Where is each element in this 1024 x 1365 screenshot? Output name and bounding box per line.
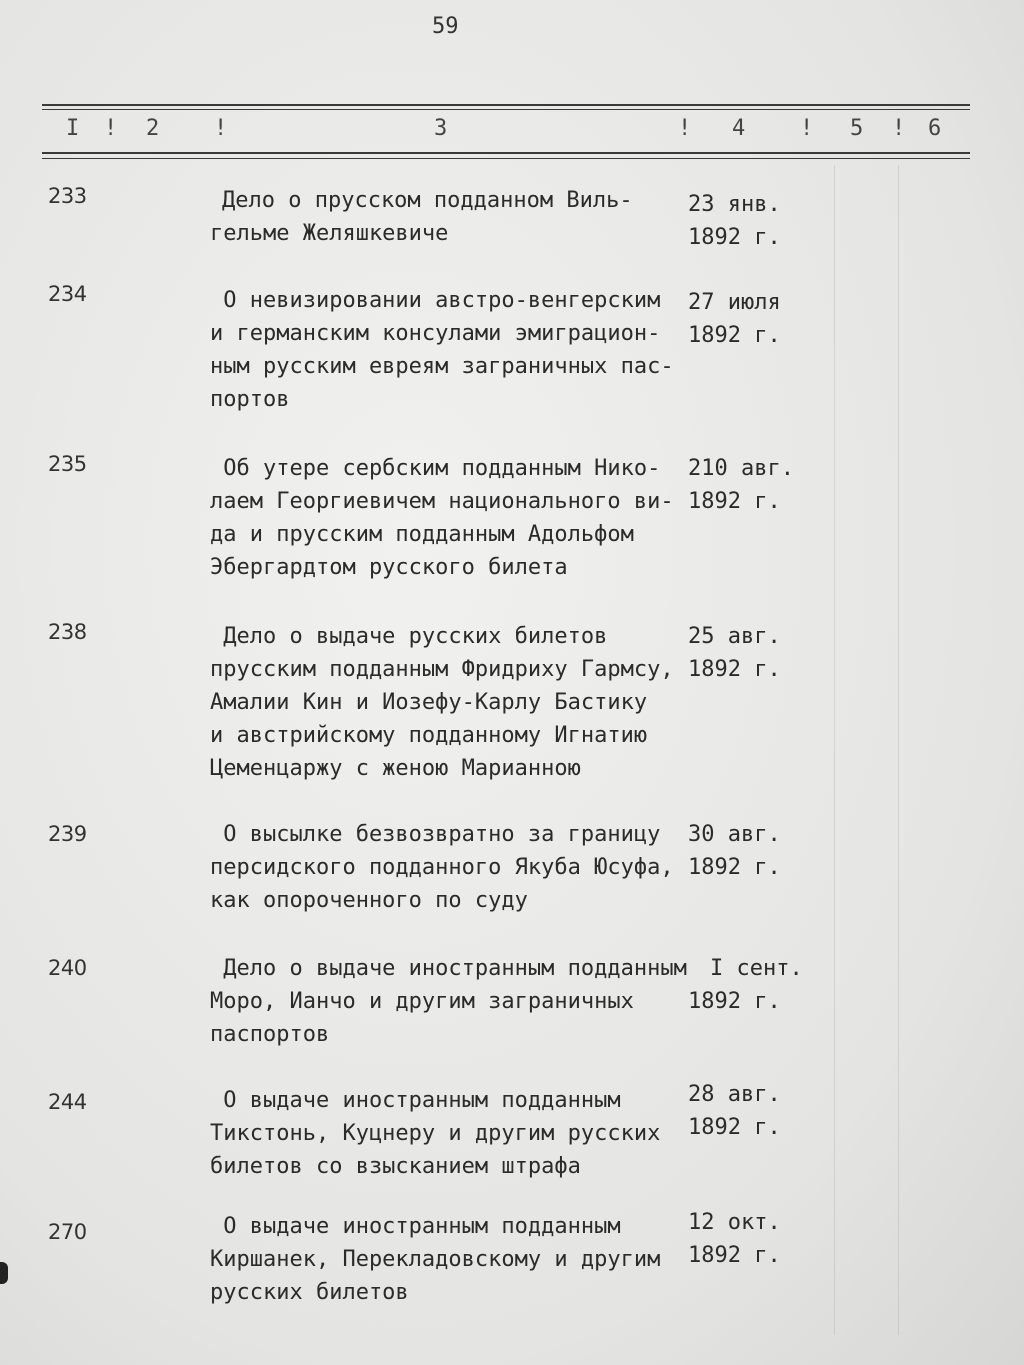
date-line: 12 окт. [688, 1210, 781, 1235]
entry-description [210, 184, 702, 250]
header-rule-bottom-inner [42, 158, 970, 159]
description-line: гельме Желяшкевиче [210, 221, 449, 246]
description-line: Об утере сербским подданным Нико- [210, 456, 661, 481]
description-line: и германским консулами эмиграцион- [210, 321, 661, 346]
entry-description [210, 818, 690, 917]
entry-description [210, 284, 690, 416]
header-rule-top [42, 104, 970, 106]
description-line: паспортов [210, 1022, 330, 1047]
entry-number: 233 [48, 184, 87, 208]
description-line: Дело о выдаче русских билетов [210, 624, 608, 649]
description-line: Эбергардтом русского билета [210, 555, 568, 580]
date-line: 1892 г. [688, 1243, 781, 1268]
entry-number: 234 [48, 282, 87, 306]
header-col-5: 5 [850, 116, 864, 141]
description-line: Дело о прусском подданном Виль- [222, 188, 633, 213]
header-rule-top-inner [42, 109, 970, 110]
description-line: да и прусским подданным Адольфом [210, 522, 634, 547]
date-line: 1892 г. [688, 1115, 781, 1140]
header-sep-3: ! [678, 116, 692, 141]
date-line: 1892 г. [688, 323, 781, 348]
description-line: Цеменцаржу с женою Марианною [210, 756, 581, 781]
header-col-2: 2 [146, 116, 160, 141]
date-line: 1892 г. [688, 855, 781, 880]
entry-number: 235 [48, 452, 87, 476]
date-line: 23 янв. [688, 192, 781, 217]
date-line: 1892 г. [688, 657, 781, 682]
header-sep-1: ! [104, 116, 118, 141]
header-col-4: 4 [732, 116, 746, 141]
entry-description [210, 620, 690, 785]
header-col-1: I [66, 116, 80, 141]
entry-date [688, 620, 818, 686]
description-line: прусским подданным Фридриху Гармсу, [210, 657, 674, 682]
description-line: О выдаче иностранным подданным [210, 1214, 621, 1239]
description-line: Дело о выдаче иностранным подданным [210, 956, 687, 981]
entry-number: 244 [48, 1090, 87, 1114]
entry-description [210, 1084, 690, 1183]
date-line: 210 авг. [688, 456, 794, 481]
entry-number: 240 [48, 956, 87, 980]
description-line: ным русским евреям заграничных пас- [210, 354, 674, 379]
entry-number: 239 [48, 822, 87, 846]
description-line: Амалии Кин и Иозефу-Карлу Бастику [210, 690, 648, 715]
date-line: 1892 г. [688, 225, 781, 250]
entry-date [688, 1206, 818, 1272]
header-sep-5: ! [892, 116, 906, 141]
description-line: О выдаче иностранным подданным [210, 1088, 621, 1113]
header-sep-2: ! [214, 116, 228, 141]
date-line: 30 авг. [688, 822, 781, 847]
entry-date [688, 952, 840, 1018]
header-rule-bottom [42, 152, 970, 154]
description-line: О высылке безвозвратно за границу [210, 822, 661, 847]
date-line: 25 авг. [688, 624, 781, 649]
description-line: Киршанек, Перекладовскому и другим [210, 1247, 661, 1272]
date-line: I сент. [710, 956, 803, 981]
date-line: 27 июля [688, 290, 781, 315]
description-line: Моро, Ианчо и другим заграничных [210, 989, 634, 1014]
column-guide [834, 165, 835, 1335]
entry-date [688, 1078, 818, 1144]
description-line: портов [210, 387, 290, 412]
description-line: русских билетов [210, 1280, 409, 1305]
date-line: 1892 г. [688, 489, 781, 514]
entry-date [688, 452, 818, 518]
description-line: персидского подданного Якуба Юсуфа, [210, 855, 674, 880]
entry-number: 270 [48, 1220, 87, 1244]
column-guide [898, 165, 899, 1335]
description-line: как опороченного по суду [210, 888, 528, 913]
header-col-6: 6 [928, 116, 942, 141]
entry-date [688, 286, 818, 352]
date-line: 1892 г. [688, 989, 781, 1014]
description-line: билетов со взысканием штрафа [210, 1154, 581, 1179]
entry-description [210, 1210, 690, 1309]
entry-description [210, 452, 690, 584]
entry-number: 238 [48, 620, 87, 644]
description-line: Тикстонь, Куцнеру и другим русских [210, 1121, 661, 1146]
description-line: О невизировании австро-венгерским [210, 288, 661, 313]
binding-edge-mark [0, 1262, 8, 1284]
header-col-3: 3 [434, 116, 448, 141]
description-line: лаем Георгиевичем национального ви- [210, 489, 674, 514]
description-line: и австрийскому подданному Игнатию [210, 723, 648, 748]
header-sep-4: ! [800, 116, 814, 141]
entry-date [688, 818, 818, 884]
page-number: 59 [432, 14, 459, 39]
entry-date [688, 188, 818, 254]
entry-description [210, 952, 710, 1051]
date-line: 28 авг. [688, 1082, 781, 1107]
